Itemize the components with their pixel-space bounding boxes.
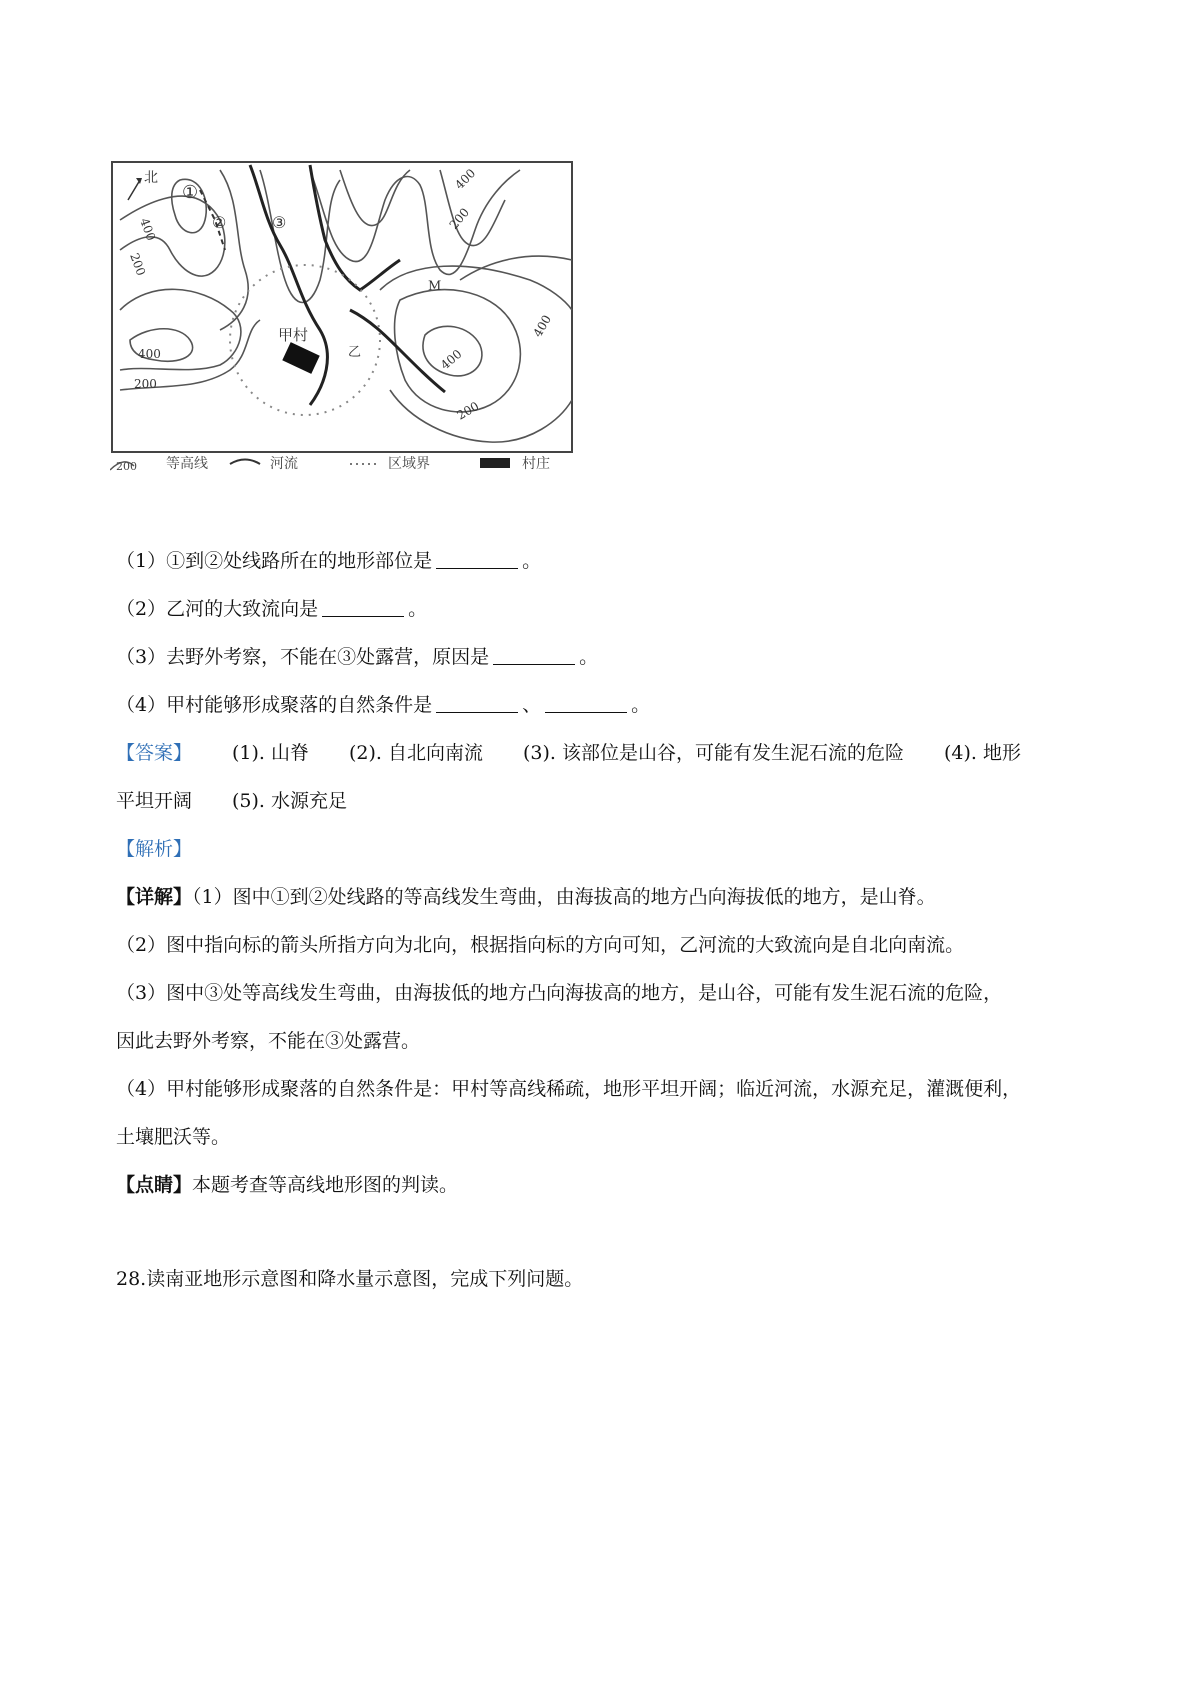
legend-village-label: 村庄 bbox=[522, 456, 550, 472]
analysis-para-1: 【详解】（1）图中①到②处线路的等高线发生弯曲，由海拔高的地方凸向海拔低的地方，是山脊。 bbox=[116, 886, 936, 908]
point-3-label: ③ bbox=[272, 213, 287, 232]
analysis-para-2: （2）图中指向标的箭头所指方向为北向，根据指向标的方向可知，乙河流的大致流向是自北向南流。 bbox=[116, 934, 965, 956]
answer-blank-1[interactable] bbox=[436, 550, 518, 569]
contour-400-b: 400 bbox=[452, 166, 479, 193]
analysis-tag: 【解析】 bbox=[116, 838, 193, 860]
answer-blank-2[interactable] bbox=[322, 598, 404, 617]
contour-400-e: 400 bbox=[437, 346, 465, 373]
analysis-para-4a: （4）甲村能够形成聚落的自然条件是：甲村等高线稀疏，地形平坦开阔；临近河流，水源充足，灌溉便利， bbox=[116, 1078, 1022, 1100]
answer-item-1: (1). 山脊 bbox=[232, 742, 310, 764]
question-3: （3）去野外考察，不能在③处露营，原因是 。 bbox=[116, 646, 599, 668]
answer-item-5: (5). 水源充足 bbox=[232, 790, 348, 812]
legend-boundary-label: 区域界 bbox=[388, 456, 430, 472]
answer-item-4: (4). 地形 bbox=[944, 742, 1022, 764]
analysis-heading bbox=[116, 836, 192, 862]
answer-line-2: 平坦开阔 (5). 水源充足 bbox=[116, 790, 348, 812]
contour-400-c: 400 bbox=[530, 312, 555, 340]
legend-contour-label: 等高线 bbox=[166, 456, 208, 472]
point-line: 【点睛】本题考查等高线地形图的判读。 bbox=[116, 1174, 459, 1196]
answer-item-3: (3). 该部位是山谷，可能有发生泥石流的危险 bbox=[523, 742, 905, 764]
question-28-heading: 28.读南亚地形示意图和降水量示意图，完成下列问题。 bbox=[116, 1268, 584, 1290]
contour-200-d: 200 bbox=[454, 399, 482, 423]
answer-tag: 【答案】 bbox=[116, 742, 193, 764]
answer-blank-4a[interactable] bbox=[436, 694, 518, 713]
contour-200-b: 200 bbox=[446, 205, 473, 232]
contour-map bbox=[110, 160, 620, 510]
point-tag: 【点睛】 bbox=[116, 1174, 193, 1196]
answer-blank-3[interactable] bbox=[493, 646, 575, 665]
contour-400-d: 400 bbox=[138, 347, 161, 361]
analysis-para-4b: 土壤肥沃等。 bbox=[116, 1126, 231, 1148]
answer-line-1 bbox=[116, 740, 1021, 766]
north-label: 北 bbox=[144, 170, 158, 186]
question-4: （4）甲村能够形成聚落的自然条件是 、 。 bbox=[116, 694, 651, 716]
contour-200-c: 200 bbox=[134, 377, 157, 391]
answer-blank-4b[interactable] bbox=[545, 694, 627, 713]
question-1: （1）①到②处线路所在的地形部位是 。 bbox=[116, 550, 542, 572]
analysis-para-3a: （3）图中③处等高线发生弯曲，由海拔低的地方凸向海拔高的地方，是山谷，可能有发生泥石流的危险， bbox=[116, 982, 1003, 1004]
point-2-label: ② bbox=[212, 213, 227, 232]
question-2: （2）乙河的大致流向是 。 bbox=[116, 598, 428, 620]
legend-contour-number: 200 bbox=[116, 460, 137, 473]
analysis-para-3b: 因此去野外考察，不能在③处露营。 bbox=[116, 1030, 421, 1052]
point-1-label: ① bbox=[182, 182, 199, 203]
village-name-label: 甲村 bbox=[278, 326, 309, 344]
yi-label: 乙 bbox=[348, 345, 362, 360]
contour-200-a: 200 bbox=[127, 251, 149, 278]
legend-river-label: 河流 bbox=[270, 456, 298, 472]
answer-item-2: (2). 自北向南流 bbox=[349, 742, 484, 764]
m-label: M bbox=[428, 279, 442, 294]
detail-tag: 【详解】 bbox=[116, 886, 193, 908]
contour-400-a: 400 bbox=[137, 216, 159, 243]
